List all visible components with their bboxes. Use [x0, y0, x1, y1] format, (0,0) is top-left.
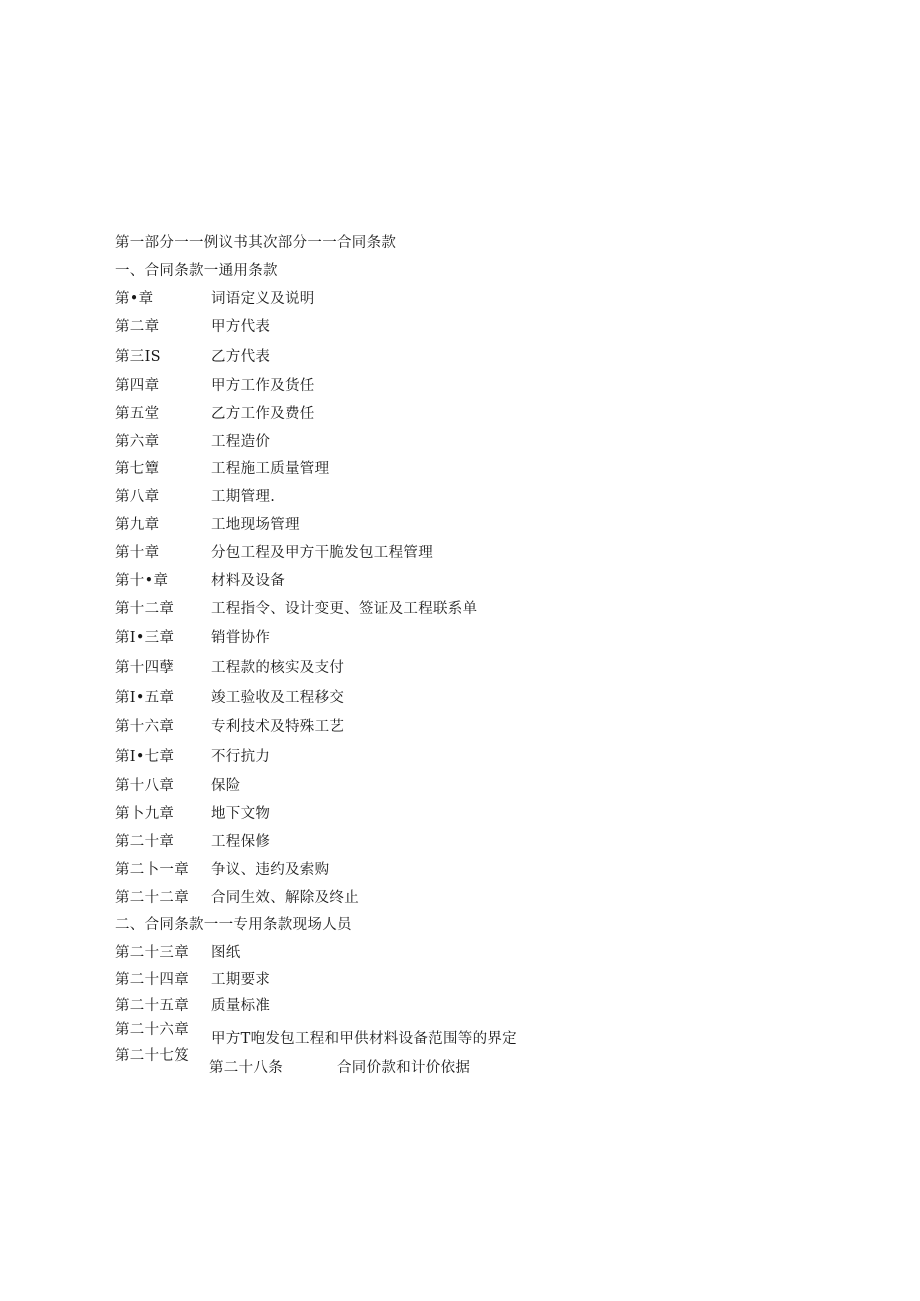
heading-general-clauses: 一、合同条款一通用条款	[115, 263, 278, 279]
chapter-title: 竣工验收及工程移交	[211, 690, 345, 706]
chapter-number: 第二十四章	[115, 972, 189, 988]
chapter-number: 第二十章	[115, 834, 175, 850]
chapter-title: 工程造价	[211, 434, 271, 450]
chapter-number: 第十二章	[115, 601, 175, 617]
chapter-title: 质量标准	[211, 998, 271, 1014]
chapter-title: 甲方工作及货任	[211, 378, 315, 394]
chapter-number: 第二卜一章	[115, 862, 189, 878]
chapter-number: 第七簟	[115, 461, 160, 477]
chapter-number: 第二十二章	[115, 890, 189, 906]
chapter-number: 第九章	[115, 517, 160, 533]
chapter-number: 第八章	[115, 489, 160, 505]
chapter-number: 第十八章	[115, 778, 175, 794]
chapter-number: 第•章	[115, 291, 154, 307]
chapter-number: 第二十五章	[115, 998, 189, 1014]
chapter-number: 第十四孽	[115, 660, 175, 676]
chapter-number: 第I•五章	[115, 690, 175, 706]
chapter-title: 合同生效、解除及终止	[211, 890, 359, 906]
chapter-title: 专利技术及特殊工艺	[211, 719, 345, 735]
chapter-number: 第十章	[115, 545, 160, 561]
chapter-number: 第二十三章	[115, 945, 189, 961]
chapter-number: 第十•章	[115, 573, 169, 589]
chapter-number: 第三IS	[115, 349, 161, 365]
chapter-number: 第二章	[115, 319, 160, 335]
chapter-number: 第十六章	[115, 719, 175, 735]
chapter-title: 甲方代表	[211, 319, 271, 335]
heading-special-clauses: 二、合同条款一一专用条款现场人员	[115, 917, 352, 933]
chapter-title: 销甞协作	[211, 630, 271, 646]
chapter-title: 图纸	[211, 945, 241, 961]
chapter-title: 不行抗力	[211, 749, 271, 765]
chapter-title: 工程施工质量管理	[211, 461, 330, 477]
chapter-title: 合同价款和计价依据	[337, 1060, 471, 1076]
chapter-title: 材料及设备	[211, 573, 285, 589]
chapter-title: 工期管理.	[211, 489, 276, 505]
chapter-title: 乙方代表	[211, 349, 271, 365]
chapter-title: 工程款的核实及支付	[211, 660, 345, 676]
heading-part-one-two: 第一部分一一例议书其次部分一一合同条款	[115, 235, 397, 251]
chapter-title: 工程保修	[211, 834, 271, 850]
chapter-title: 词语定义及说明	[211, 291, 315, 307]
chapter-title: 工地现场管理	[211, 517, 300, 533]
chapter-title: 工期要求	[211, 972, 271, 988]
chapter-title: 争议、违约及索购	[211, 862, 330, 878]
chapter-number: 第I•三章	[115, 630, 175, 646]
chapter-title: 地下文物	[211, 806, 271, 822]
chapter-number: 第二十八条	[209, 1060, 283, 1076]
chapter-number: 第I•七章	[115, 749, 175, 765]
chapter-number: 第五堂	[115, 406, 160, 422]
chapter-title: 保险	[211, 778, 241, 794]
chapter-title: 乙方工作及费任	[211, 406, 315, 422]
chapter-number: 第六章	[115, 434, 160, 450]
chapter-title: 工程指令、设计变更、签证及工程联系单	[211, 601, 478, 617]
chapter-title: 甲方T咆发包工程和甲供材料设备范围等的界定	[211, 1031, 517, 1047]
chapter-number: 第二十七笈	[115, 1048, 189, 1064]
chapter-number: 第卜九章	[115, 806, 175, 822]
chapter-title: 分包工程及甲方干脆发包工程管理	[211, 545, 433, 561]
chapter-number: 第四章	[115, 378, 160, 394]
chapter-number: 第二十六章	[115, 1022, 189, 1038]
